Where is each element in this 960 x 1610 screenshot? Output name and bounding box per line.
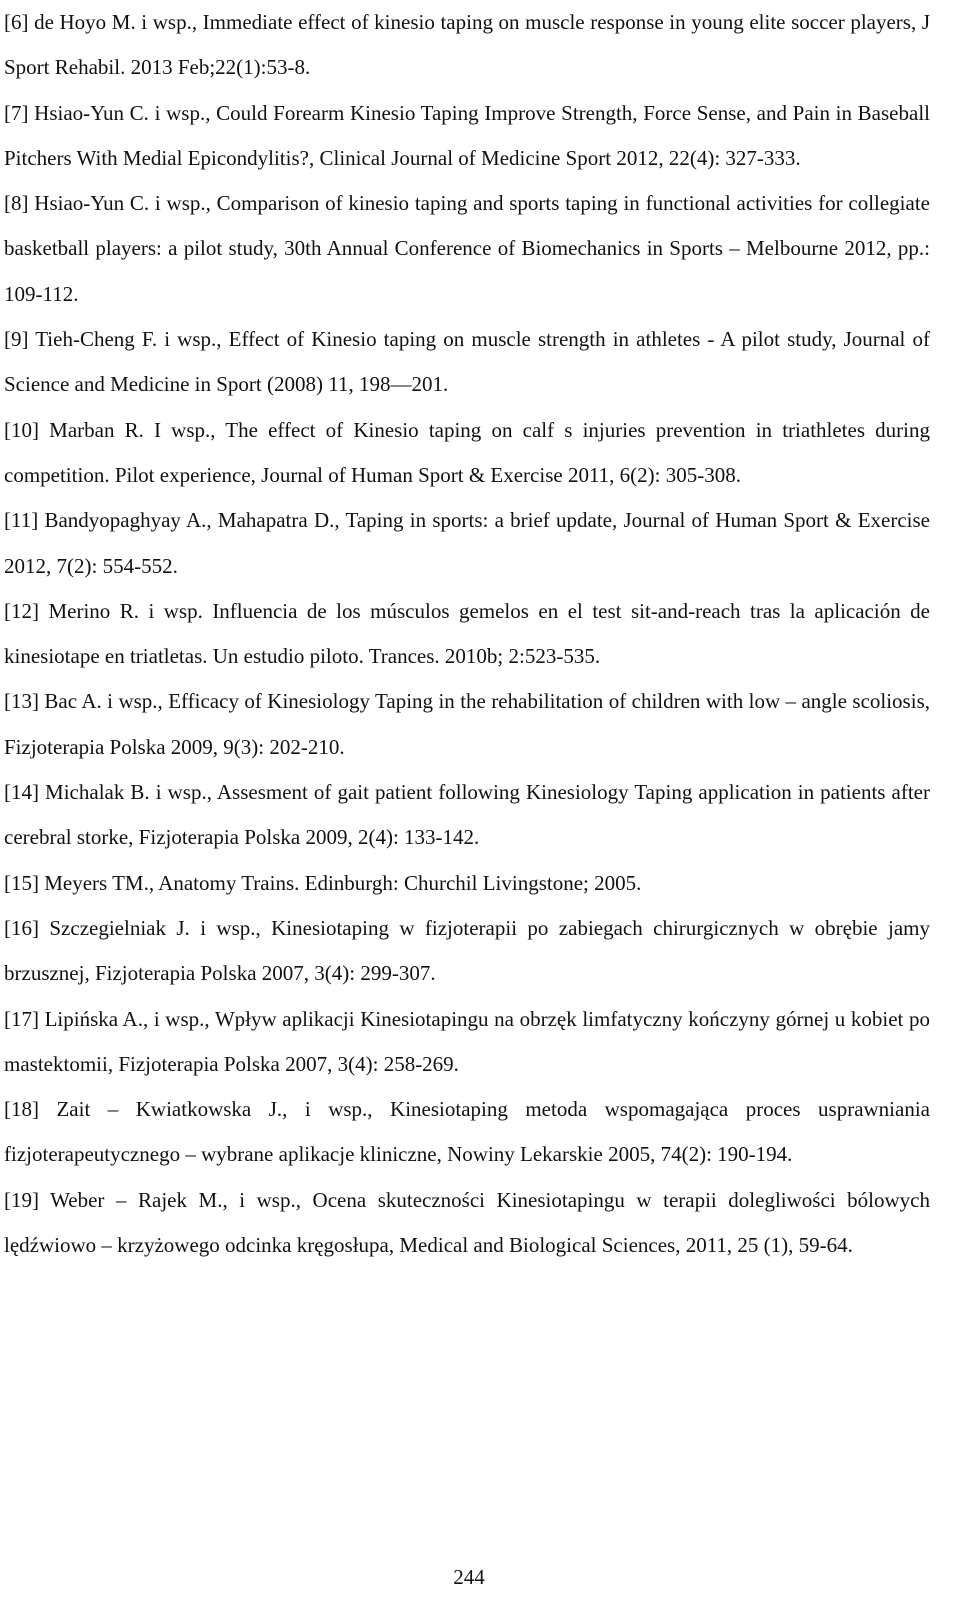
reference-14: [14] Michalak B. i wsp., Assesment of gait patient following Kinesiology Taping application in patients after cerebral storke, Fizjoterapia Polska 2009, 2(4): 133-142. [4, 780, 930, 850]
reference-15: [15] Meyers TM., Anatomy Trains. Edinburgh: Churchil Livingstone; 2005. [4, 870, 642, 895]
reference-9: [9] Tieh-Cheng F. i wsp., Effect of Kinesio taping on muscle strength in athletes - A pilot study, Journal of Science and Medicine in Sport (2008) 11, 198—201. [4, 327, 930, 397]
reference-18: [18] Zait – Kwiatkowska J., i wsp., Kinesiotaping metoda wspomagająca proces usprawniania fizjoterapeutycznego – wybrane aplikacje kliniczne, Nowiny Lekarskie 2005, 74(2): 190-194. [4, 1097, 930, 1167]
reference-11: [11] Bandyopaghyay A., Mahapatra D., Taping in sports: a brief update, Journal of Human Sport & Exercise 2012, 7(2): 554-552. [4, 508, 930, 578]
reference-16: [16] Szczegielniak J. i wsp., Kinesiotaping w fizjoterapii po zabiegach chirurgicznych w obrębie jamy brzusznej, Fizjoterapia Polska 2007, 3(4): 299-307. [4, 915, 930, 986]
reference-13: [13] Bac A. i wsp., Efficacy of Kinesiology Taping in the rehabilitation of children with low – angle scoliosis, Fizjoterapia Polska 2009, 9(3): 202-210. [4, 689, 930, 759]
reference-17: [17] Lipińska A., i wsp., Wpływ aplikacji Kinesiotapingu na obrzęk limfatyczny kończyny górnej u kobiet po mastektomii, Fizjoterapia Polska 2007, 3(4): 258-269. [4, 1006, 930, 1076]
reference-10: [10] Marban R. I wsp., The effect of Kinesio taping on calf s injuries prevention in triathletes during competition. Pilot experience, Journal of Human Sport & Exercise 2011, 6(2): 305-308. [4, 417, 930, 487]
reference-7: [7] Hsiao-Yun C. i wsp., Could Forearm Kinesio Taping Improve Strength, Force Sense, and Pain in Baseball Pitchers With Medial Epicondylitis?, Clinical Journal of Medicine Sport 2012, 22(4): 327-333. [4, 100, 930, 170]
reference-12: [12] Merino R. i wsp. Influencia de los músculos gemelos en el test sit-and-reach tras la aplicación de kinesiotape en triatletas. Un estudio piloto. Trances. 2010b; 2:523-535. [4, 598, 930, 669]
page-number: 244 [453, 1565, 485, 1589]
reference-list [4, 0, 930, 1268]
reference-6: [6] de Hoyo M. i wsp., Immediate effect of kinesio taping on muscle response in young elite soccer players, J Sport Rehabil. 2013 Feb;22(1):53-8. [4, 10, 930, 80]
reference-19: [19] Weber – Rajek M., i wsp., Ocena skuteczności Kinesiotapingu w terapii dolegliwości bólowych lędźwiowo – krzyżowego odcinka kręgosłupa, Medical and Biological Sciences, 2011, 25 (1), 59-64. [4, 1187, 930, 1258]
reference-8: [8] Hsiao-Yun C. i wsp., Comparison of kinesio taping and sports taping in functional activities for collegiate basketball players: a pilot study, 30th Annual Conference of Biomechanics in Sports – Melbourne 2012, pp.: 109-112. [4, 191, 930, 306]
